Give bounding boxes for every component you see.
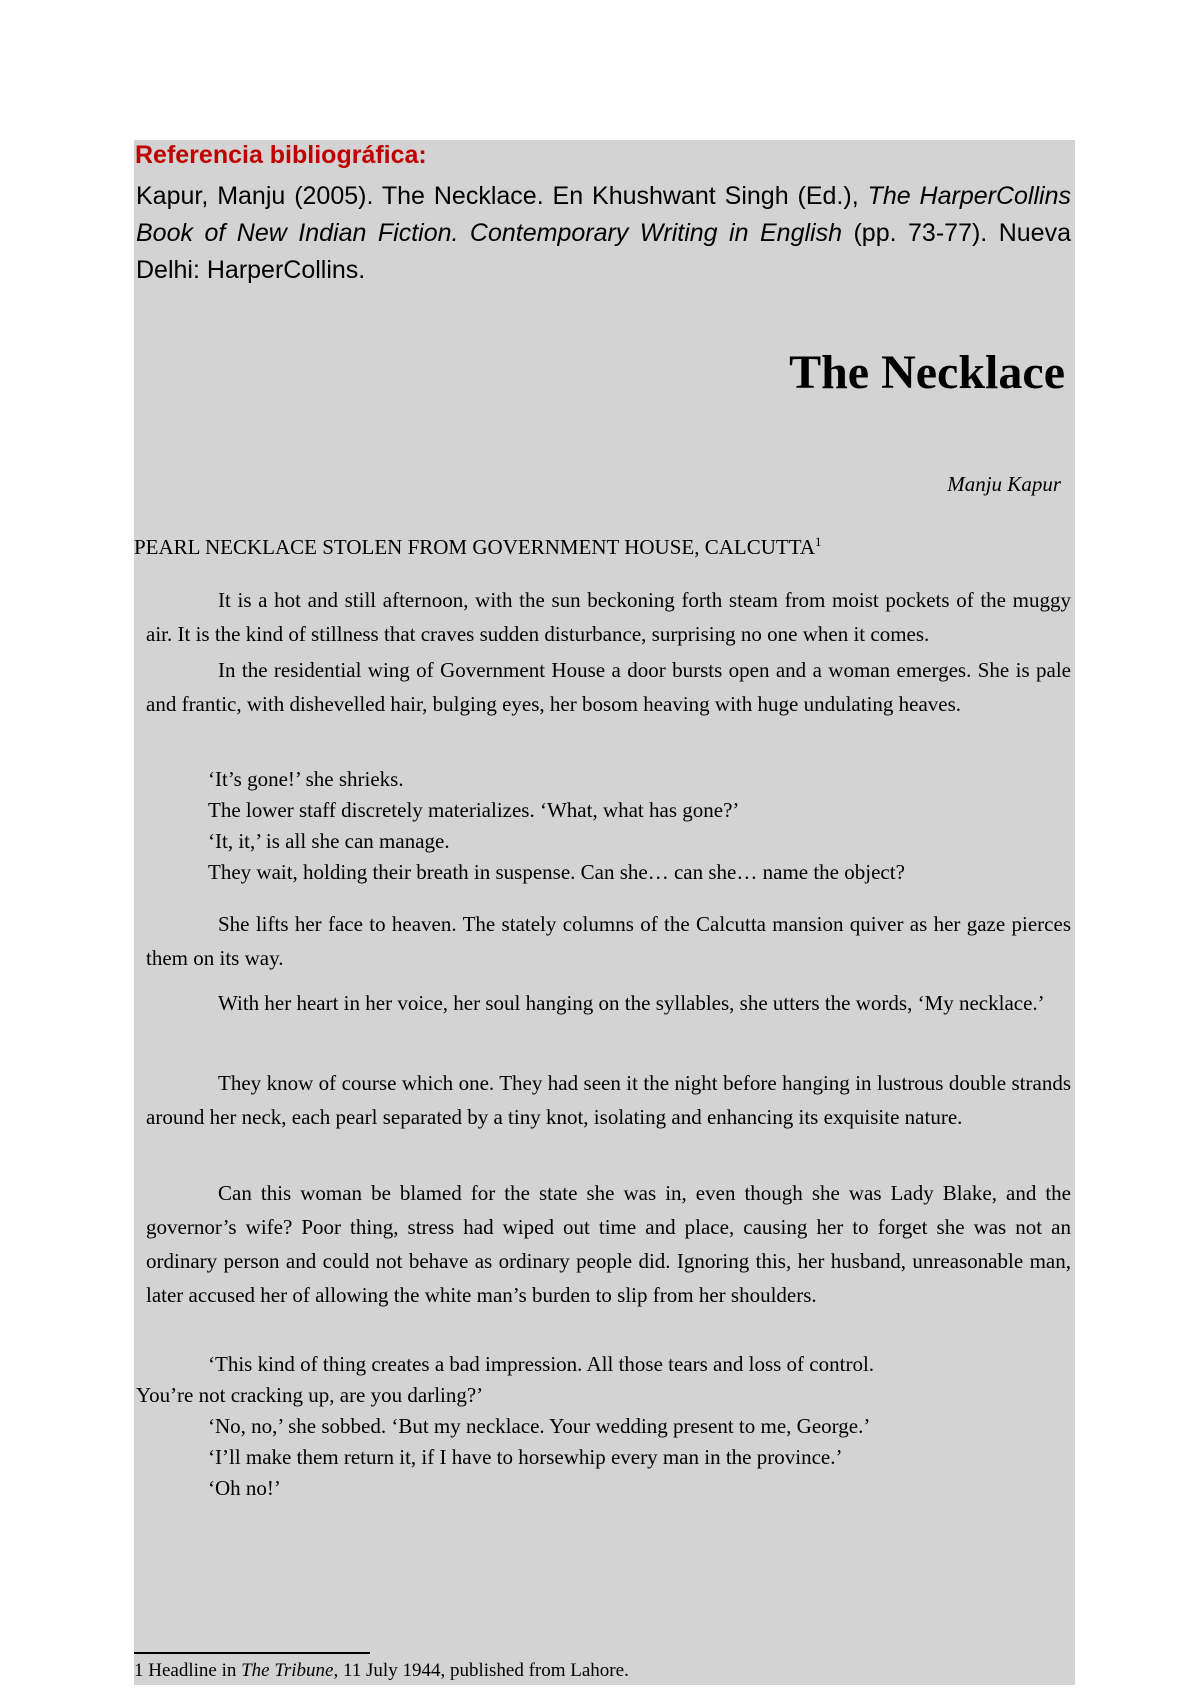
citation-text: Kapur, Manju (2005). The Necklace. En Khushwant Singh (Ed.), bbox=[136, 182, 868, 210]
paragraph: With her heart in her voice, her soul hanging on the syllables, she utters the words, ‘My necklace.’ bbox=[218, 991, 1045, 1015]
footnote-marker: 1 bbox=[815, 534, 822, 549]
reference-heading: Referencia bibliográfica: bbox=[135, 141, 427, 169]
story-headline bbox=[134, 534, 822, 560]
dialogue-line: They wait, holding their breath in suspense. Can she… can she… name the object? bbox=[208, 860, 905, 884]
story-author: Manju Kapur bbox=[947, 472, 1061, 496]
story-title: The Necklace bbox=[789, 346, 1065, 399]
reference-citation bbox=[136, 178, 1071, 289]
footnote-text: 1 Headline in bbox=[134, 1660, 242, 1681]
dialogue-line: ‘I’ll make them return it, if I have to horsewhip every man in the province.’ bbox=[208, 1445, 843, 1469]
headline-text: PEARL NECKLACE STOLEN FROM GOVERNMENT HOUSE, CALCUTTA bbox=[134, 535, 816, 559]
dialogue-line: ‘It’s gone!’ she shrieks. bbox=[208, 767, 404, 791]
document-page bbox=[134, 140, 1075, 1685]
paragraph: She lifts her face to heaven. The stately columns of the Calcutta mansion quiver as her gaze pierces them on its way. bbox=[146, 912, 1071, 970]
dialogue-line: ‘This kind of thing creates a bad impression. All those tears and loss of control. bbox=[208, 1352, 875, 1376]
dialogue-line: ‘No, no,’ she sobbed. ‘But my necklace. Your wedding present to me, George.’ bbox=[208, 1414, 871, 1438]
paragraph: Can this woman be blamed for the state she was in, even though she was Lady Blake, and the governor’s wife? Poor thing, stress had wiped out time and place, causing her to forget she was not an ordinary person and could not behave as ordinary people did. Ignoring this, her husband, unreasonable man, later accused her of allowing the white man’s burden to slip from her shoulders. bbox=[146, 1181, 1071, 1307]
dialogue-line: The lower staff discretely materializes. ‘What, what has gone?’ bbox=[208, 798, 740, 822]
dialogue-line: ‘Oh no!’ bbox=[208, 1476, 281, 1500]
footnote-details: , 11 July 1944, published from Lahore. bbox=[333, 1660, 629, 1681]
paragraph: They know of course which one. They had seen it the night before hanging in lustrous double strands around her neck, each pearl separated by a tiny knot, isolating and enhancing its exquisite nature. bbox=[146, 1071, 1071, 1129]
footnote-divider bbox=[134, 1652, 370, 1654]
citation-pages: (pp. 73-77). Nueva Delhi: HarperCollins. bbox=[136, 219, 1071, 284]
footnote bbox=[134, 1660, 629, 1682]
paragraph: In the residential wing of Government House a door bursts open and a woman emerges. She is pale and frantic, with dishevelled hair, bulging eyes, her bosom heaving with huge undulating heaves. bbox=[146, 658, 1071, 716]
dialogue-line: ‘It, it,’ is all she can manage. bbox=[208, 829, 450, 853]
dialogue-line: You’re not cracking up, are you darling?’ bbox=[136, 1383, 484, 1407]
footnote-source: The Tribune bbox=[241, 1660, 334, 1681]
citation-book-title: The HarperCollins Book of New Indian Fiction. Contemporary Writing in English bbox=[136, 182, 1071, 247]
paragraph: It is a hot and still afternoon, with the sun beckoning forth steam from moist pockets of the muggy air. It is the kind of stillness that craves sudden disturbance, surprising no one when it comes. bbox=[146, 588, 1071, 646]
